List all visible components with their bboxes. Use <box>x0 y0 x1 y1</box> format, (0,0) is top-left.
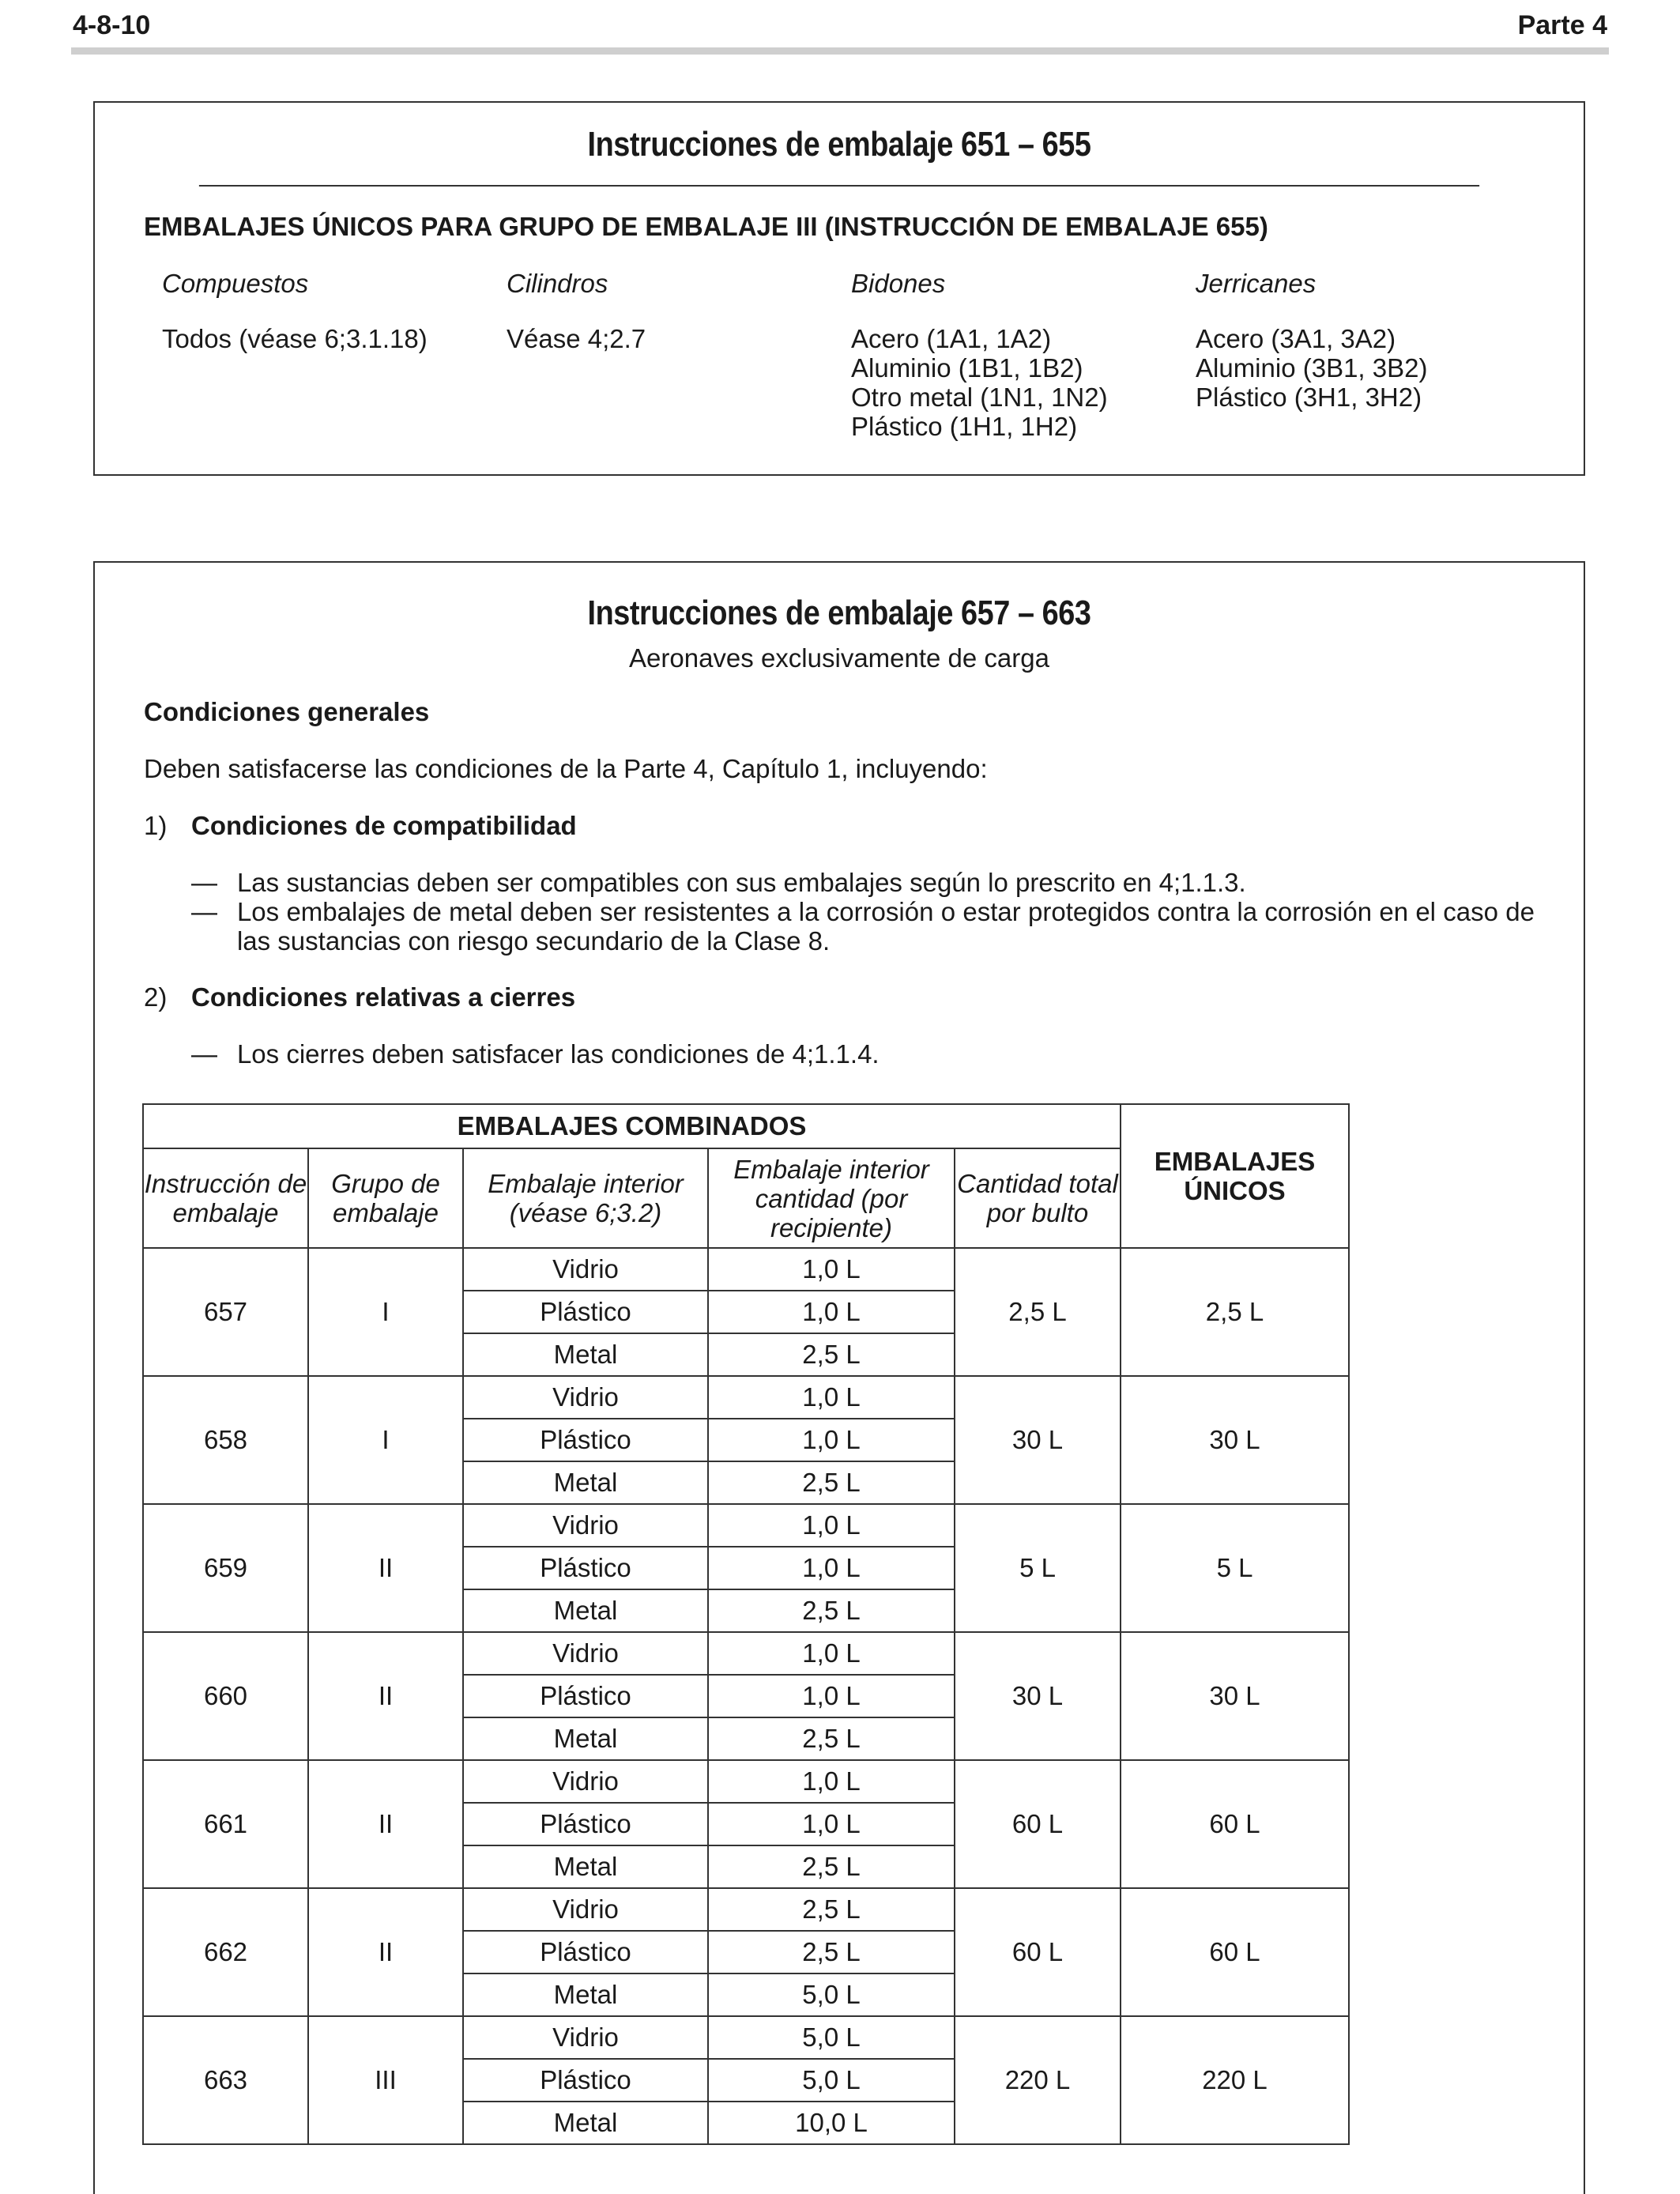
dash-marker: — <box>191 897 217 926</box>
bullet-text: Las sustancias deben ser compatibles con sus embalajes según lo prescrito en 4;1.1.3. <box>236 868 1246 897</box>
single-packaging-header: EMBALAJES ÚNICOS <box>1121 1104 1349 1248</box>
instruction-cell: 658 <box>143 1376 308 1504</box>
inner-packaging-cell: Vidrio <box>463 1504 708 1547</box>
inner-quantity-cell: 1,0 L <box>708 1675 955 1717</box>
table-row <box>143 1504 1349 1547</box>
intro-paragraph: Deben satisfacerse las condiciones de la Parte 4, Capítulo 1, incluyendo: <box>144 754 988 783</box>
single-packaging-cell: 5 L <box>1121 1504 1349 1632</box>
inner-quantity-cell: 2,5 L <box>708 1461 955 1504</box>
inner-quantity-cell: 1,0 L <box>708 1504 955 1547</box>
inner-packaging-cell: Plástico <box>463 1419 708 1461</box>
page-number: 4-8-10 <box>73 9 151 40</box>
inner-packaging-cell: Plástico <box>463 2059 708 2102</box>
group-cell: I <box>308 1376 463 1504</box>
total-per-package-cell: 30 L <box>955 1376 1121 1504</box>
column-header-group: Grupo de embalaje <box>308 1148 463 1248</box>
column-line: Acero (3A1, 3A2) <box>1196 324 1396 353</box>
column-line: Todos (véase 6;3.1.18) <box>162 324 428 353</box>
page-header <box>73 5 1607 46</box>
table-row <box>143 1888 1349 1931</box>
group-cell: II <box>308 1504 463 1632</box>
column-compuestos <box>162 269 507 441</box>
column-heading: Jerricanes <box>1196 269 1317 298</box>
table-body <box>143 1248 1349 2144</box>
bullet-list <box>191 1039 1535 1069</box>
inner-packaging-cell: Vidrio <box>463 1888 708 1931</box>
group-cell: II <box>308 1760 463 1888</box>
single-packaging-cell: 2,5 L <box>1121 1248 1349 1376</box>
column-header-total: Cantidad total por bulto <box>955 1148 1121 1248</box>
column-header-instruction: Instrucción de embalaje <box>143 1148 308 1248</box>
single-packaging-cell: 30 L <box>1121 1376 1349 1504</box>
inner-packaging-cell: Plástico <box>463 1931 708 1973</box>
column-line: Aluminio (3B1, 3B2) <box>1196 353 1428 383</box>
inner-packaging-cell: Metal <box>463 1717 708 1760</box>
total-per-package-cell: 2,5 L <box>955 1248 1121 1376</box>
inner-packaging-cell: Metal <box>463 2102 708 2144</box>
inner-quantity-cell: 2,5 L <box>708 1717 955 1760</box>
inner-packaging-cell: Metal <box>463 1333 708 1376</box>
inner-quantity-cell: 1,0 L <box>708 1803 955 1845</box>
column-line: Plástico (1H1, 1H2) <box>851 412 1078 441</box>
column-line: Otro metal (1N1, 1N2) <box>851 383 1108 412</box>
packing-instructions-651-655-box <box>93 101 1585 476</box>
inner-quantity-cell: 10,0 L <box>708 2102 955 2144</box>
inner-quantity-cell: 2,5 L <box>708 1931 955 1973</box>
packaging-limits-table <box>142 1103 1350 2145</box>
inner-quantity-cell: 1,0 L <box>708 1419 955 1461</box>
column-bidones <box>851 269 1196 441</box>
total-per-package-cell: 30 L <box>955 1632 1121 1760</box>
instruction-cell: 661 <box>143 1760 308 1888</box>
inner-quantity-cell: 1,0 L <box>708 1632 955 1675</box>
inner-quantity-cell: 5,0 L <box>708 2016 955 2059</box>
inner-packaging-cell: Vidrio <box>463 1248 708 1291</box>
group-cell: II <box>308 1888 463 2016</box>
inner-quantity-cell: 2,5 L <box>708 1589 955 1632</box>
column-heading: Bidones <box>851 269 946 298</box>
section-heading: EMBALAJES ÚNICOS PARA GRUPO DE EMBALAJE III (INSTRUCCIÓN DE EMBALAJE 655) <box>144 212 1268 241</box>
box-title: Instrucciones de embalaje 651 – 655 <box>199 103 1479 187</box>
column-header-inner-qty: Embalaje interior cantidad (por recipiente) <box>708 1148 955 1248</box>
instruction-cell: 663 <box>143 2016 308 2144</box>
table-row <box>143 2016 1349 2059</box>
item-number: 1) <box>144 811 168 840</box>
inner-packaging-cell: Plástico <box>463 1803 708 1845</box>
inner-quantity-cell: 1,0 L <box>708 1547 955 1589</box>
column-heading: Cilindros <box>507 269 608 298</box>
inner-packaging-cell: Metal <box>463 1461 708 1504</box>
inner-packaging-cell: Plástico <box>463 1675 708 1717</box>
inner-quantity-cell: 5,0 L <box>708 1973 955 2016</box>
table-row <box>143 1248 1349 1291</box>
general-conditions <box>144 697 1535 1069</box>
table-row <box>143 1760 1349 1803</box>
inner-quantity-cell: 2,5 L <box>708 1888 955 1931</box>
single-packaging-cell: 220 L <box>1121 2016 1349 2144</box>
inner-quantity-cell: 1,0 L <box>708 1291 955 1333</box>
column-cilindros <box>507 269 851 441</box>
group-cell: I <box>308 1248 463 1376</box>
instruction-cell: 659 <box>143 1504 308 1632</box>
column-line: Acero (1A1, 1A2) <box>851 324 1052 353</box>
inner-packaging-cell: Metal <box>463 1589 708 1632</box>
dash-marker: — <box>191 868 217 897</box>
part-label: Parte 4 <box>1517 9 1607 40</box>
column-heading: Compuestos <box>162 269 309 298</box>
bullet-item <box>191 1039 1535 1069</box>
column-line: Aluminio (1B1, 1B2) <box>851 353 1083 383</box>
bullet-item <box>191 897 1535 956</box>
instruction-cell: 660 <box>143 1632 308 1760</box>
total-per-package-cell: 60 L <box>955 1888 1121 2016</box>
inner-quantity-cell: 2,5 L <box>708 1333 955 1376</box>
column-jerricanes <box>1196 269 1540 441</box>
box-subtitle: Aeronaves exclusivamente de carga <box>629 643 1049 673</box>
group-cell: III <box>308 2016 463 2144</box>
instruction-cell: 657 <box>143 1248 308 1376</box>
bullet-item <box>191 868 1535 897</box>
bullet-list <box>191 868 1535 956</box>
column-line: Véase 4;2.7 <box>507 324 646 353</box>
bullet-text: Los cierres deben satisfacer las condiciones de 4;1.1.4. <box>236 1039 880 1069</box>
column-line: Plástico (3H1, 3H2) <box>1196 383 1422 412</box>
item-number: 2) <box>144 982 168 1012</box>
inner-packaging-cell: Plástico <box>463 1547 708 1589</box>
inner-packaging-cell: Metal <box>463 1845 708 1888</box>
total-per-package-cell: 220 L <box>955 2016 1121 2144</box>
table-row <box>143 1632 1349 1675</box>
total-per-package-cell: 60 L <box>955 1760 1121 1888</box>
inner-quantity-cell: 1,0 L <box>708 1376 955 1419</box>
group-cell: II <box>308 1632 463 1760</box>
total-per-package-cell: 5 L <box>955 1504 1121 1632</box>
numbered-item <box>144 982 1535 1012</box>
single-packaging-cell: 60 L <box>1121 1760 1349 1888</box>
inner-packaging-cell: Vidrio <box>463 2016 708 2059</box>
inner-packaging-cell: Vidrio <box>463 1760 708 1803</box>
inner-packaging-cell: Vidrio <box>463 1632 708 1675</box>
bullet-text: Los embalajes de metal deben ser resistentes a la corrosión o estar protegidos contra la corrosión en el caso de las sustancias con riesgo secundario de la Clase 8. <box>236 897 1535 956</box>
inner-quantity-cell: 1,0 L <box>708 1248 955 1291</box>
inner-quantity-cell: 1,0 L <box>708 1760 955 1803</box>
numbered-item <box>144 811 1535 841</box>
column-header-inner: Embalaje interior (véase 6;3.2) <box>463 1148 708 1248</box>
item-title: Condiciones relativas a cierres <box>191 982 576 1012</box>
section-heading: Condiciones generales <box>144 697 430 726</box>
inner-packaging-cell: Plástico <box>463 1291 708 1333</box>
inner-quantity-cell: 5,0 L <box>708 2059 955 2102</box>
single-packaging-cell: 30 L <box>1121 1632 1349 1760</box>
box-title: Instrucciones de embalaje 657 – 663 <box>587 594 1091 632</box>
instruction-cell: 662 <box>143 1888 308 2016</box>
packaging-columns <box>162 269 1553 441</box>
inner-packaging-cell: Vidrio <box>463 1376 708 1419</box>
single-packaging-cell: 60 L <box>1121 1888 1349 2016</box>
dash-marker: — <box>191 1039 217 1069</box>
combined-packaging-header: EMBALAJES COMBINADOS <box>143 1104 1121 1148</box>
item-title: Condiciones de compatibilidad <box>191 811 577 840</box>
table-row <box>143 1376 1349 1419</box>
header-rule <box>71 47 1609 55</box>
inner-packaging-cell: Metal <box>463 1973 708 2016</box>
inner-quantity-cell: 2,5 L <box>708 1845 955 1888</box>
